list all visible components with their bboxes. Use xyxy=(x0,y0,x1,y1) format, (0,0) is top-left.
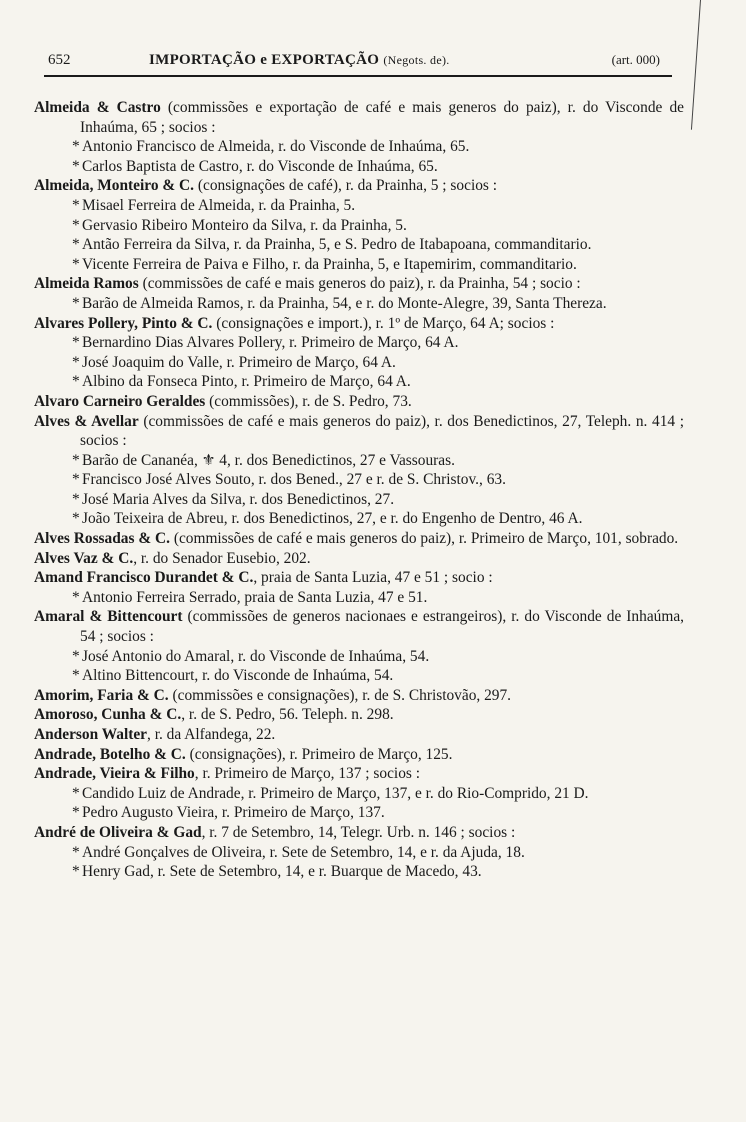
asterisk-marker: * xyxy=(72,353,80,371)
firm-name: Andrade, Botelho & C. xyxy=(34,745,186,763)
partner-text: Barão de Cananéa, ⚜ 4, r. dos Benedictinos, 27 e Vassouras. xyxy=(82,451,455,469)
partner-line xyxy=(34,803,684,823)
partner-line xyxy=(34,157,684,177)
asterisk-marker: * xyxy=(72,667,80,685)
asterisk-marker: * xyxy=(72,784,80,802)
firm-entry xyxy=(34,392,684,412)
partner-text: Henry Gad, r. Sete de Setembro, 14, e r. Buarque de Macedo, 43. xyxy=(82,863,482,881)
firm-name: Amand Francisco Durandet & C. xyxy=(34,569,254,587)
partner-text: Barão de Almeida Ramos, r. da Prainha, 54, e r. do Monte-Alegre, 39, Santa Thereza. xyxy=(82,294,607,312)
title-text: IMPORTAÇÃO e EXPORTAÇÃO xyxy=(149,52,380,68)
partner-line xyxy=(34,294,684,314)
firm-details: (commissões e exportação de café e mais generos do paiz), r. do Visconde de Inhaúma, 65 ; socios : xyxy=(80,99,684,136)
asterisk-marker: * xyxy=(72,510,80,528)
running-title xyxy=(149,52,450,69)
title-subtitle: (Negots. de). xyxy=(383,53,450,67)
firm-name: Amoroso, Cunha & C. xyxy=(34,706,182,724)
partner-line xyxy=(34,784,684,804)
firm-entry xyxy=(34,725,684,745)
partner-line xyxy=(34,470,684,490)
firm-details: (commissões de café e mais generos do paiz), r. da Prainha, 54 ; socio : xyxy=(138,275,581,293)
firm-entry xyxy=(34,274,684,294)
partner-line xyxy=(34,666,684,686)
asterisk-marker: * xyxy=(72,196,80,214)
partner-text: Altino Bittencourt, r. do Visconde de Inhaúma, 54. xyxy=(82,667,394,685)
partner-text: Antonio Francisco de Almeida, r. do Visconde de Inhaúma, 65. xyxy=(82,138,470,156)
partner-text: André Gonçalves de Oliveira, r. Sete de Setembro, 14, e r. da Ajuda, 18. xyxy=(82,843,525,861)
firm-details: (commissões de generos nacionaes e estrangeiros), r. do Visconde de Inhaúma, 54 ; socios : xyxy=(80,608,684,646)
firm-entry xyxy=(34,568,684,588)
firm-name: Alvares Pollery, Pinto & C. xyxy=(34,314,213,332)
partner-text: Antão Ferreira da Silva, r. da Prainha, 5, e S. Pedro de Itabapoana, commanditario. xyxy=(82,236,592,254)
asterisk-marker: * xyxy=(72,490,80,508)
firm-name: Alves Vaz & C. xyxy=(34,549,134,567)
entry-list xyxy=(34,98,684,882)
asterisk-marker: * xyxy=(72,373,80,391)
firm-entry xyxy=(34,764,684,784)
partner-text: Pedro Augusto Vieira, r. Primeiro de Março, 137. xyxy=(82,804,385,822)
firm-name: Amaral & Bittencourt xyxy=(34,608,183,626)
asterisk-marker: * xyxy=(72,334,80,352)
partner-text: Carlos Baptista de Castro, r. do Visconde de Inhaúma, 65. xyxy=(82,157,438,175)
asterisk-marker: * xyxy=(72,647,80,665)
firm-name: Alves & Avellar xyxy=(34,412,139,430)
firm-details: (commissões de café e mais generos do paiz), r. Primeiro de Março, 101, sobrado. xyxy=(169,530,679,548)
partner-text: Antonio Ferreira Serrado, praia de Santa Luzia, 47 e 51. xyxy=(82,588,428,606)
asterisk-marker: * xyxy=(72,863,80,881)
asterisk-marker: * xyxy=(72,255,80,273)
partner-text: Misael Ferreira de Almeida, r. da Prainha, 5. xyxy=(82,196,356,214)
partner-text: João Teixeira de Abreu, r. dos Benedictinos, 27, e r. do Engenho de Dentro, 46 A. xyxy=(82,510,583,528)
page-number: 652 xyxy=(48,52,71,68)
firm-details: (consignações), r. Primeiro de Março, 125. xyxy=(185,745,453,763)
firm-name: Almeida Ramos xyxy=(34,275,139,293)
partner-line xyxy=(34,372,684,392)
firm-entry xyxy=(34,98,684,137)
firm-entry xyxy=(34,823,684,843)
margin-pencil-line xyxy=(691,0,701,130)
partner-text: José Joaquim do Valle, r. Primeiro de Março, 64 A. xyxy=(82,353,396,371)
firm-entry xyxy=(34,314,684,334)
partner-text: Bernardino Dias Alvares Pollery, r. Primeiro de Março, 64 A. xyxy=(82,334,459,352)
firm-name: André de Oliveira & Gad xyxy=(34,823,202,841)
partner-line xyxy=(34,216,684,236)
firm-details: (consignações de café), r. da Prainha, 5 ; socios : xyxy=(194,177,498,195)
firm-entry xyxy=(34,686,684,706)
asterisk-marker: * xyxy=(72,138,80,156)
header-rule xyxy=(44,75,672,77)
partner-line xyxy=(34,255,684,275)
partner-text: José Maria Alves da Silva, r. dos Benedictinos, 27. xyxy=(82,490,395,508)
article-ref: (art. 000) xyxy=(611,52,660,67)
firm-name: Alves Rossadas & C. xyxy=(34,530,170,548)
asterisk-marker: * xyxy=(72,804,80,822)
partner-line xyxy=(34,647,684,667)
firm-details: (commissões de café e mais generos do paiz), r. dos Benedictinos, 27, Teleph. n. 414 ; socios : xyxy=(80,412,684,450)
partner-line xyxy=(34,862,684,882)
firm-entry xyxy=(34,412,684,451)
partner-line xyxy=(34,588,684,608)
firm-entry xyxy=(34,549,684,569)
asterisk-marker: * xyxy=(72,294,80,312)
partner-text: José Antonio do Amaral, r. do Visconde de Inhaúma, 54. xyxy=(82,647,430,665)
partner-line xyxy=(34,333,684,353)
partner-text: Francisco José Alves Souto, r. dos Bened., 27 e r. de S. Christov., 63. xyxy=(82,471,506,489)
asterisk-marker: * xyxy=(72,157,80,175)
firm-entry xyxy=(34,607,684,646)
firm-details: , r. 7 de Setembro, 14, Telegr. Urb. n. 146 ; socios : xyxy=(201,823,516,841)
firm-details: , r. de S. Pedro, 56. Teleph. n. 298. xyxy=(181,706,394,724)
firm-name: Anderson Walter xyxy=(34,726,148,743)
partner-text: Vicente Ferreira de Paiva e Filho, r. da Prainha, 5, e Itapemirim, commanditario. xyxy=(82,255,577,273)
firm-name: Amorim, Faria & C. xyxy=(34,686,169,704)
firm-entry xyxy=(34,529,684,549)
firm-details: , r. Primeiro de Março, 137 ; socios : xyxy=(194,765,421,783)
firm-details: (commissões), r. de S. Pedro, 73. xyxy=(205,392,412,410)
firm-details: (consignações e import.), r. 1º de Março, 64 A; socios : xyxy=(212,314,555,332)
partner-line xyxy=(34,137,684,157)
partner-text: Gervasio Ribeiro Monteiro da Silva, r. da Prainha, 5. xyxy=(82,216,407,234)
asterisk-marker: * xyxy=(72,843,80,861)
firm-name: Alvaro Carneiro Geraldes xyxy=(34,392,206,410)
partner-line xyxy=(34,196,684,216)
firm-entry xyxy=(34,705,684,725)
firm-entry xyxy=(34,176,684,196)
firm-name: Andrade, Vieira & Filho xyxy=(34,765,195,783)
asterisk-marker: * xyxy=(72,236,80,254)
asterisk-marker: * xyxy=(72,216,80,234)
partner-line xyxy=(34,353,684,373)
firm-name: Almeida & Castro xyxy=(34,99,161,116)
firm-entry xyxy=(34,745,684,765)
page-header xyxy=(44,52,674,74)
asterisk-marker: * xyxy=(72,471,80,489)
partner-line xyxy=(34,235,684,255)
firm-name: Almeida, Monteiro & C. xyxy=(34,177,195,195)
partner-line xyxy=(34,490,684,510)
partner-text: Candido Luiz de Andrade, r. Primeiro de Março, 137, e r. do Rio-Comprido, 21 D. xyxy=(82,784,589,802)
partner-text: Albino da Fonseca Pinto, r. Primeiro de Março, 64 A. xyxy=(82,373,411,391)
firm-details: , r. da Alfandega, 22. xyxy=(147,726,276,743)
partner-line xyxy=(34,509,684,529)
partner-line xyxy=(34,451,684,471)
firm-details: , r. do Senador Eusebio, 202. xyxy=(133,549,311,567)
firm-details: , praia de Santa Luzia, 47 e 51 ; socio : xyxy=(253,569,493,587)
partner-line xyxy=(34,843,684,863)
asterisk-marker: * xyxy=(72,451,80,469)
firm-details: (commissões e consignações), r. de S. Christovão, 297. xyxy=(168,686,512,704)
asterisk-marker: * xyxy=(72,588,80,606)
